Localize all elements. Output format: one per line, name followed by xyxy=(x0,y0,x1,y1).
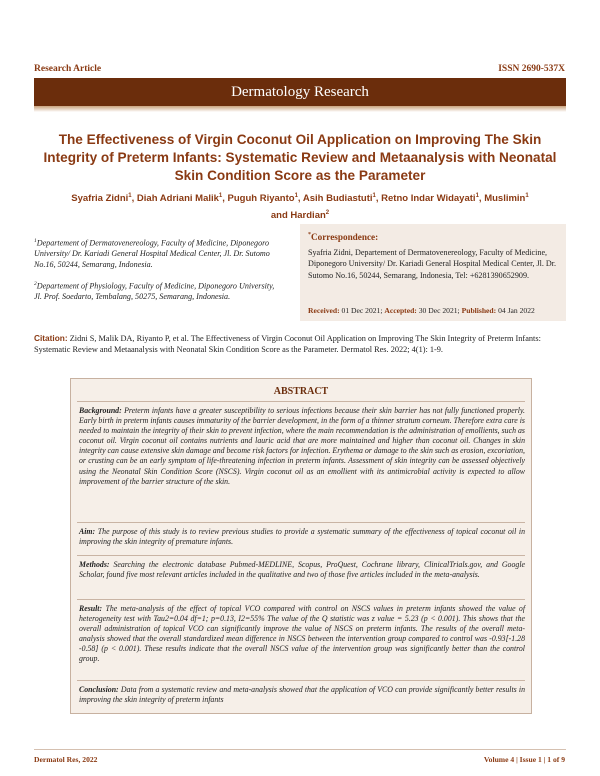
abstract-heading: ABSTRACT xyxy=(273,386,329,397)
journal-banner: Dermatology Research xyxy=(34,78,566,106)
abstract-divider xyxy=(77,680,525,681)
author-name: Diah Adriani Malik xyxy=(136,193,219,205)
citation xyxy=(34,333,566,355)
abstract-divider xyxy=(77,555,525,556)
citation-label: Citation: xyxy=(34,333,68,343)
footer-journal: Dermatol Res, 2022 xyxy=(34,755,98,764)
abstract-box xyxy=(70,378,532,714)
abstract-conclusion: Conclusion: Data from a systematic review and meta-analysis showed that the application of VCO can provide significantly better results in improving the skin integrity of preterm infants xyxy=(79,685,525,705)
author-name: Hardian xyxy=(290,210,326,222)
issn-label: ISSN 2690-537X xyxy=(498,64,565,74)
author-name: Asih Budiastuti xyxy=(302,193,373,205)
abstract-methods: Methods: Searching the electronic database Pubmed-MEDLINE, Scopus, ProQuest, Cochrane library, ClinicalTrials.gov, and Google Scholar, found five most relevant articles included in the qualitative and two of those five articles included in the meta-analysis. xyxy=(79,560,525,580)
affiliation-1: $^1$Departement of Dermatovenereology, Faculty of Medicine, Diponegoro University/ Dr. Kariadi General Hospital Medical Center, Jl. Dr. Sutomo No.16, 50244, Semarang, Indonesia. xyxy=(34,238,270,269)
citation-text: Zidni S, Malik DA, Riyanto P, et al. The Effectiveness of Virgin Coconut Oil Application on Improving The Skin Integrity of Preterm Infants: Systematic Review and Metaanalysis with Neonatal Skin Condition Score as the Parameter. Dermatol Res. 2022; 4(1): 1-9. xyxy=(34,334,541,354)
correspondence-dates: Received: 01 Dec 2021; Accepted: 30 Dec 2021; Published: 04 Jan 2022 xyxy=(308,306,535,315)
author-list: Syafria Zidni$^1$, Diah Adriani Malik$^1$, Puguh Riyanto$^1$, Asih Budiastuti$^1$, Retno Indar Widayati$^1$, Muslimin$^1$ and Hardian$^2$ xyxy=(71,193,529,222)
author-conjunction: and xyxy=(270,210,288,222)
affiliation-2: $^2$Departement of Physiology, Faculty of Medicine, Diponegoro University, Jl. Prof. Soedarto, Tembalang, 50275, Semarang, Indonesia. xyxy=(34,281,275,302)
abstract-background: Background: Preterm infants have a greater susceptibility to serious infections because their skin barrier has not fully functioned properly. Early birth in preterm infants causes immaturity of the barrier development, in the form of a thinner stratum corneum. Therefore extra care is needed to maintain the integrity of their skin to prevent infection, where the main recommendation is the administration of emollients, such as coconut oil. Virgin coconut oil contains nutrients and lauric acid that are more maintained and higher than coconut oil. Changes in skin integrity can cause extensive skin damage and become risk factors for infection. Erythema or damage to the skin such as erosion, excoriation, or crusting can be an early symptom of life-threatening infection in preterm infants. Assessment of skin integrity can be assessed objectively using the Neonatal Skin Condition Score (NSCS). Virgin coconut oil as an emollient with its antimicrobial activity is expected to allow improvement of the barrier structure of the skin. xyxy=(79,406,525,486)
paper-title: The Effectiveness of Virgin Coconut Oil Application on Improving The Skin Integrity of Preterm Infants: Systematic Review and Metaanalysis with Neonatal Skin Condition Score as the Parameter xyxy=(43,132,557,183)
footer-divider xyxy=(34,749,566,750)
author-name: Syafria Zidni xyxy=(71,193,129,205)
abstract-divider xyxy=(77,522,525,523)
correspondence-text: Syafria Zidni, Departement of Dermatovenereology, Faculty of Medicine, Diponegoro University/ Dr. Kariadi General Hospital Medical Center, Jl. Dr. Sutomo No.16, 50244, Semarang, Indonesia, Tel: +6281390652909. xyxy=(308,248,557,280)
article-type-label: Research Article xyxy=(34,64,102,74)
author-name: Retno Indar Widayati xyxy=(381,193,476,205)
abstract-aim: Aim: The purpose of this study is to review previous studies to provide a systematic summary of the effectiveness of topical coconut oil in improving the skin integrity of premature infants. xyxy=(79,527,525,547)
correspondence-box xyxy=(300,224,566,321)
author-name: Muslimin xyxy=(484,193,526,205)
correspondence-heading: *Correspondence: xyxy=(308,232,379,243)
abstract-divider xyxy=(77,401,525,402)
abstract-result: Result: The meta-analysis of the effect of topical VCO compared with control on NSCS values in preterm infants showed the value of heterogeneity test with Tau2=0.04 df=1; p=0.13, I2=55% The value of the Q statistic was z value = 5.23 (p < 0.001). This shows that the overall administration of topical VCO can significantly improve the value of NSCS on preterm infants. The results of the overall meta-analysis showed that the overall standardized mean difference in NSCS between the intervention group compared to control was -0.93[-1.28 -0.58] (p < 0.001). These results indicate that the overall NSCS value of the intervention group was significantly better than the control group. xyxy=(79,604,526,664)
banner-shadow xyxy=(34,106,566,112)
footer-volume: Volume 4 | Issue 1 | 1 of 9 xyxy=(483,755,565,764)
author-name: Puguh Riyanto xyxy=(227,193,295,205)
abstract-divider xyxy=(77,599,525,600)
